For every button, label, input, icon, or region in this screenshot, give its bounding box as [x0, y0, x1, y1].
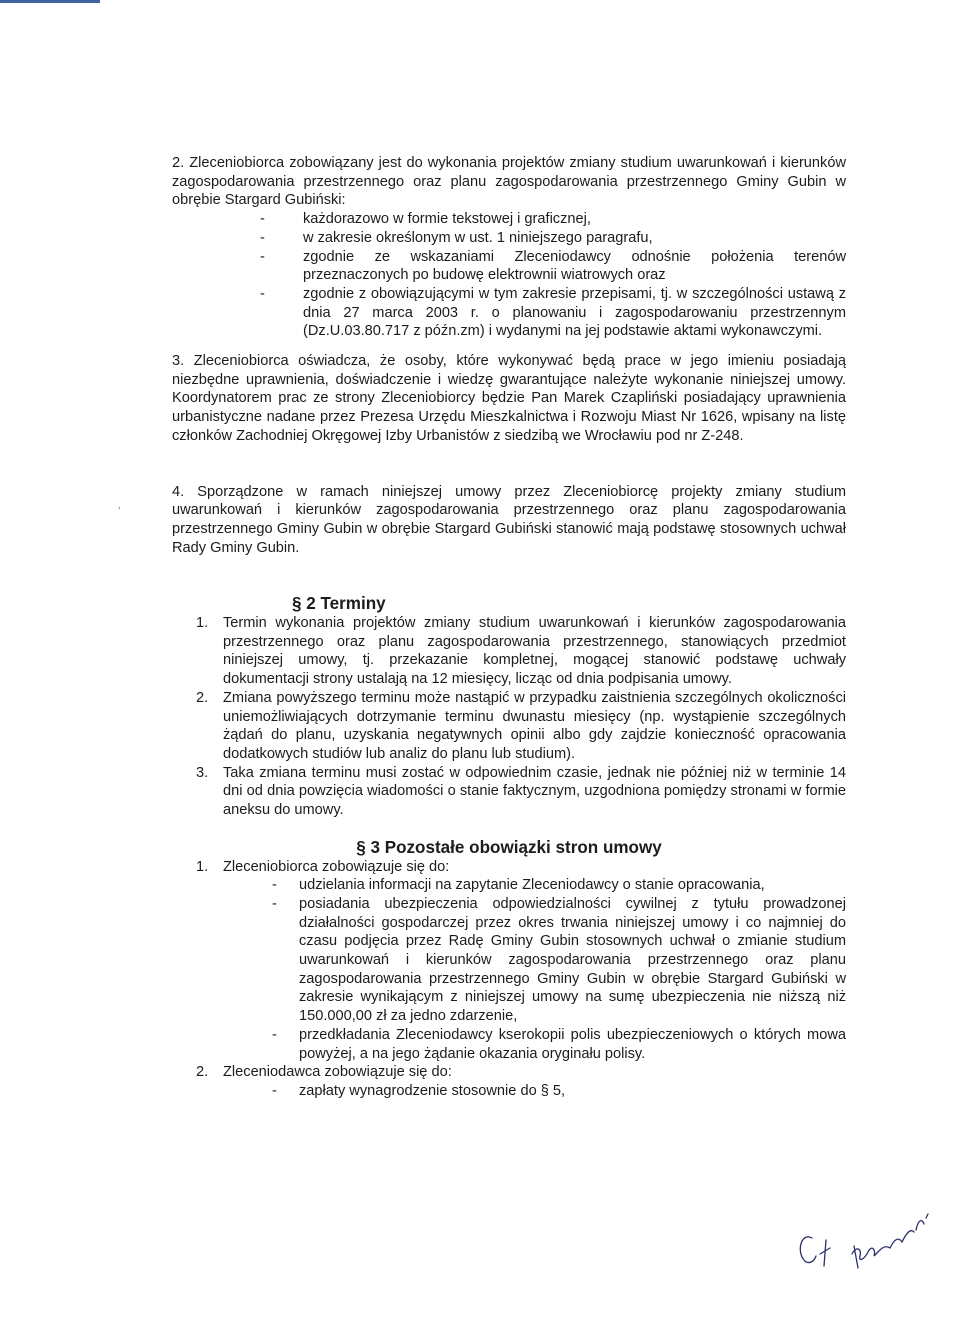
item-text: Zmiana powyższego terminu może nastąpić w przypadku zaistnienia szczególnych okoliczności uniemożliwiających dotrzymanie terminu dwunastu miesięcy (np. wystąpienie szczególnych żądań do planu, uzyskania negatywnych opinii albo gdy zajdzie konieczność opracowania dodatkowych studiów lub analiz do planu lub studium). — [223, 689, 846, 762]
list-item: - zgodnie z obowiązującymi w tym zakresie przepisami, tj. w szczególności ustawą z dnia 27 marca 2003 r. o planowaniu i zagospodarowaniu przestrzennym (Dz.U.03.80.717 z późn.zm) i wydanymi na jej podstawie aktami wykonawczymi. — [172, 285, 846, 341]
list-item — [172, 1063, 846, 1100]
item-text: Zleceniobiorca zobowiązuje się do: — [223, 858, 450, 875]
item-text: Termin wykonania projektów zmiany studium uwarunkowań i kierunków zagospodarowania przestrzennego oraz planu zagospodarowania przestrzennego, stanowiących przedmiot niniejszej umowy, tj. przekazanie kompletnej, mogącej stanowić podstawę uchwały dokumentacji strony ustalają na 12 miesięcy, licząc od dnia podpisania umowy. — [223, 615, 846, 688]
paragraph-3: 3. Zleceniobiorca oświadcza, że osoby, które wykonywać będą prace w jego imieniu posiadają niezbędne uprawnienia, doświadczenie i wiedzę gwarantujące należyte wykonanie niniejszej umowy. Koordynatorem prac ze strony Zleceniobiorcy będzie Pan Marek Czapliński posiadający uprawnienia urbanistyczne nadane przez Prezesa Urzędu Mieszkalnictwa i Rozwoju Miast Nr 1626, wpisany na listę członków Zachodniej Okręgowej Izby Urbanistów z siedzibą we Wrocławiu pod nr Z-248. — [172, 353, 846, 444]
item-text: Zleceniodawca zobowiązuje się do: — [223, 1064, 452, 1081]
paragraph-2-list — [172, 210, 846, 341]
section-3-list — [172, 858, 846, 1101]
margin-mark: ʼ — [118, 506, 121, 518]
scan-corner-mark — [0, 0, 100, 3]
sub-list-item: - zapłaty wynagrodzenie stosownie do § 5, — [172, 1082, 846, 1101]
list-item — [172, 689, 846, 764]
list-item: - każdorazowo w formie tekstowej i graficznej, — [172, 210, 846, 229]
sub-list — [172, 876, 846, 1063]
paragraph-4: 4. Sporządzone w ramach niniejszej umowy przez Zleceniobiorcę projekty zmiany studium uwarunkowań i kierunków zagospodarowania przestrzennego oraz planu zagospodarowania przestrzennego Gminy Gubin w obrębie Stargard Gubiński stanowić mają podstawę stosownych uchwał Rady Gminy Gubin. — [172, 483, 846, 556]
item-number: 1. — [196, 858, 209, 875]
item-text: Taka zmiana terminu musi zostać w odpowiednim czasie, jednak nie później niż w terminie 14 dni od dnia powzięcia wiadomości o stanie faktycznym, uzgodniona pomiędzy stronami w formie aneksu do umowy. — [223, 764, 846, 819]
list-item — [172, 764, 846, 820]
sub-list-item: - udzielania informacji na zapytanie Zleceniodawcy o stanie opracowania, — [172, 876, 846, 895]
paragraph-2-intro: 2. Zleceniobiorca zobowiązany jest do wykonania projektów zmiany studium uwarunkowań i kierunków zagospodarowania przestrzennego oraz planu zagospodarowania przestrzennego Gminy Gubin w obrębie Stargard Gubiński: — [172, 155, 846, 209]
item-number: 1. — [196, 615, 209, 632]
sub-list-item: - posiadania ubezpieczenia odpowiedzialności cywilnej z tytułu prowadzonej działalności gospodarczej przez okres trwania niniejszej umowy i co najmniej do czasu podjęcia przez Radę Gminy Gubin stosownych uchwał o zmianie studium uwarunkowań i kierunków zagospodarowania przestrzennego oraz planu zagospodarowania przestrzennego Gminy Gubin w obrębie Stargard Gubiński w zakresie wynikającym z niniejszej umowy na sumę ubezpieczenia nie niższą niż 150.000,00 zł za jedno zdarzenie, — [172, 895, 846, 1026]
paragraph-2 — [172, 154, 846, 341]
section-3-title: § 3 Pozostałe obowiązki stron umowy — [356, 837, 662, 857]
list-item: - zgodnie ze wskazaniami Zleceniodawcy odnośnie położenia terenów przeznaczonych po budowę elektrownii wiatrowych oraz — [172, 248, 846, 285]
item-number: 3. — [196, 764, 209, 781]
item-number: 2. — [196, 1064, 209, 1081]
sub-list — [172, 1082, 846, 1101]
list-item — [172, 858, 846, 1064]
document-page — [172, 154, 846, 1101]
handwritten-signature — [790, 1210, 940, 1280]
list-item — [172, 614, 846, 689]
section-2-list — [172, 614, 846, 820]
section-2-title: § 2 Terminy — [292, 594, 386, 614]
list-item: - w zakresie określonym w ust. 1 niniejszego paragrafu, — [172, 229, 846, 248]
item-number: 2. — [196, 689, 209, 706]
sub-list-item: - przedkładania Zleceniodawcy kserokopii polis ubezpieczeniowych o których mowa powyżej, a na jego żądanie okazania oryginału polisy. — [172, 1026, 846, 1063]
